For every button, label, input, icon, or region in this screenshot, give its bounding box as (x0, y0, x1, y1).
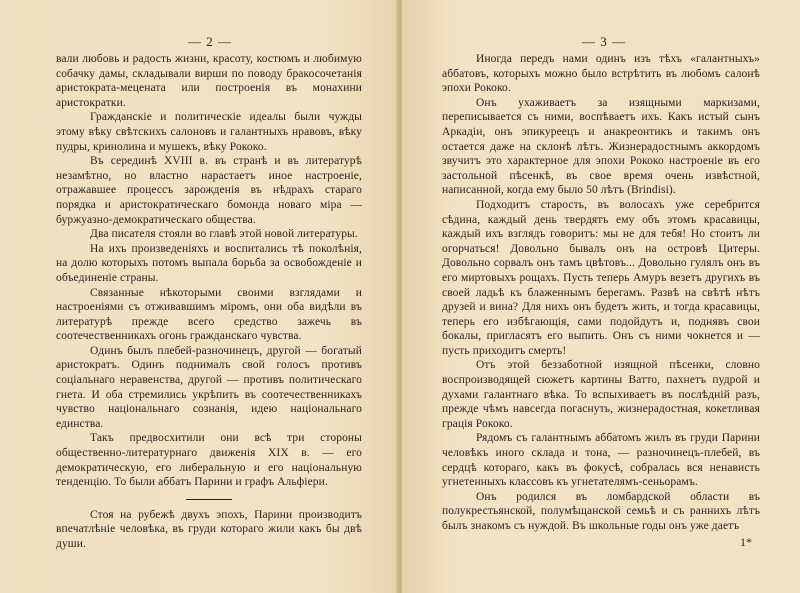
paragraph: Стоя на рубежѣ двухъ эпохъ, Парини производитъ впечатлѣніе человѣка, въ груди котораго жили какъ бы двѣ души. (56, 508, 362, 550)
left-page (0, 0, 398, 593)
paragraph: Связанные нѣкоторыми своими взглядами и настроеніями съ отживавшимъ міромъ, они оба видѣли въ литературѣ прежде всего средство зажечь въ соотечественникахъ огонь гражданскаго чувства. (56, 286, 362, 343)
paragraph: Одинъ былъ плебей-разночинецъ, другой — богатый аристократъ. Одинъ поднималъ свой голосъ противъ соціальнаго неравенства, другой — противъ политическаго гнета. И оба стремились укрѣпить въ соотечественникахъ чувство національнаго сознанія, идею національнаго единства. (56, 344, 362, 430)
paragraph: Онъ родился въ ломбардской области въ полукрестьянской, полумѣщанской семьѣ и съ раннихъ лѣтъ былъ знакомъ съ нуждой. Въ школьные годы онъ уже даетъ (442, 490, 760, 532)
paragraph: Отъ этой беззаботной изящной пѣсенки, словно воспроизводящей сюжетъ картины Ватто, пахнетъ пудрой и духами галантнаго вѣка. То вспыхиваетъ въ послѣдній разъ, прежде чѣмъ навсегда погаснуть, жизнерадостная, кокетливая грація Рококо. (442, 359, 760, 430)
paragraph: вали любовь и радость жизни, красоту, костюмъ и любимую собачку дамы, складывали вирши по поводу бракосочетанія аристократа-мецената или построенія въ монахини аристократки. (56, 53, 362, 109)
paragraph: Иногда передъ нами одинъ изъ тѣхъ «галантныхъ» аббатовъ, которыхъ можно было встрѣтить въ любомъ салонѣ эпохи Рококо. (442, 53, 760, 95)
page-number: — 3 — (582, 34, 626, 49)
right-page (402, 0, 800, 593)
page-body (442, 52, 760, 534)
page-body (56, 52, 362, 552)
signature-mark: 1* (740, 535, 752, 549)
paragraph: На ихъ произведеніяхъ и воспитались тѣ поколѣнія, на долю которыхъ потомъ выпала борьба за освобожденіе и объединеніе страны. (56, 242, 362, 284)
paragraph: Гражданскіе и политическіе идеалы были чужды этому вѣку свѣтскихъ салоновъ и галантныхъ нравовъ, вѣку пудры, кринолина и мушекъ, вѣку Рококо. (56, 111, 362, 153)
paragraph: Два писателя стояли во главѣ этой новой литературы. (90, 228, 358, 241)
paragraph: Рядомъ съ галантнымъ аббатомъ жилъ въ груди Парини человѣкъ иного склада и тона, — разночинецъ-плебей, въ сердцѣ котораго, какъ въ фокусѣ, собралась вся ненависть угнетенныхъ классовъ къ угнетателямъ-сеньорамъ. (442, 432, 760, 489)
section-divider (186, 499, 232, 500)
paragraph: Такъ предвосхитили они всѣ три стороны общественно-литературнаго движенія XIX в. — его демократическую, его либеральную и его національную тенденцію. То были аббатъ Парини и графъ Альфіери. (56, 432, 362, 489)
paragraph: Онъ ухаживаетъ за изящными маркизами, переписывается съ ними, воспѣваетъ ихъ. Какъ истый сынъ Аркадіи, онъ эпикуреецъ и анакреонтикъ и такимъ онъ остается даже на склонѣ лѣтъ. Жизнерадостнымъ аккордомъ звучитъ это характерное для эпохи Рококо настроеніе въ его застольной пѣсенкѣ, въ свое время очень извѣстной, написанной, когда ему было 50 лѣтъ (Brindisi). (442, 96, 760, 197)
page-number: — 2 — (188, 34, 232, 49)
paragraph: Подходитъ старость, въ волосахъ уже серебрится сѣдина, каждый день твердятъ ему объ этомъ красавицы, каждый ихъ взглядъ говоритъ: мы не для тебя! Но стоитъ ли огорчаться! Довольно бывалъ онъ на островѣ Цитеры. Довольно сорвалъ онъ тамъ цвѣтовъ... Довольно гулялъ онъ въ его миртовыхъ рощахъ. Пусть теперь Амуръ везетъ другихъ въ своей ладьѣ къ блаженнымъ берегамъ. Развѣ на свѣтѣ нѣтъ друзей и вина? Для нихъ онъ будетъ жить, и тогда красавицы, теперь его избѣгающія, сами подойдутъ и, поднявъ свои бокалы, пригласятъ его выпить. Онъ съ ними чокнется и — пусть приходитъ смерть! (442, 198, 760, 357)
paragraph: Въ серединѣ XVIII в. въ странѣ и въ литературѣ незамѣтно, но властно нарастаетъ иное настроеніе, отражавшее процессъ зарожденія въ нѣдрахъ стараго порядка и аристократическаго бомонда новаго міра — буржуазно-демократическаго общества. (56, 155, 362, 226)
